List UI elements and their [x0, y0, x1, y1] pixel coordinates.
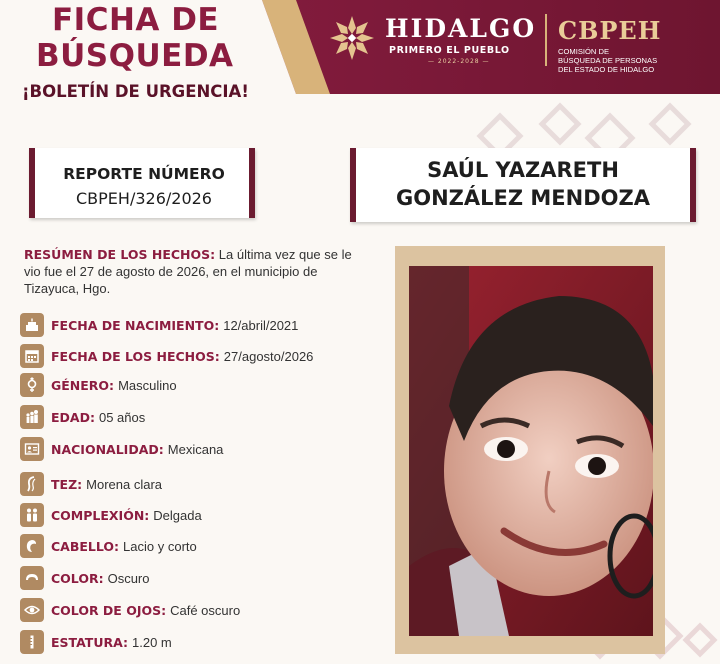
agency-full-name: COMISIÓN DE BÚSQUEDA DE PERSONAS DEL ESTADO DE HIDALGO [558, 47, 658, 74]
height-icon [20, 630, 44, 654]
hidalgo-star-logo-icon [328, 14, 376, 62]
person-name-line-1: SAÚL YAZARETH [427, 158, 619, 182]
id-card-icon [20, 437, 44, 461]
org-slogan: PRIMERO EL PUEBLO [389, 45, 510, 56]
title-line-2: BÚSQUEDA [36, 38, 234, 74]
hair-icon [20, 534, 44, 558]
photo-frame [395, 246, 665, 654]
field-hair-color: COLOR: Oscuro [20, 565, 149, 591]
field-hair: CABELLO: Lacio y corto [20, 533, 197, 559]
title-block [0, 0, 300, 112]
field-birthdate: FECHA DE NACIMIENTO: 12/abril/2021 [20, 312, 298, 338]
summary-text: La última vez que se le vio fue el 27 de agosto de 2026, en el municipio de Tizayuca, Hgo. [24, 247, 352, 296]
summary-label: RESÚMEN DE LOS HECHOS: [24, 247, 216, 262]
field-eye-color: COLOR DE OJOS: Café oscuro [20, 597, 240, 623]
urgency-banner: ¡BOLETÍN DE URGENCIA! [22, 82, 249, 101]
calendar-icon [20, 344, 44, 368]
field-incident-date: FECHA DE LOS HECHOS: 27/agosto/2026 [20, 343, 313, 369]
report-number-box [29, 148, 255, 218]
field-skin: TEZ: Morena clara [20, 471, 162, 497]
title-line-1: FICHA DE [52, 2, 220, 38]
person-name-box [350, 148, 696, 222]
field-build: COMPLEXIÓN: Delgada [20, 502, 202, 528]
field-height: ESTATURA: 1.20 m [20, 629, 172, 655]
age-icon [20, 405, 44, 429]
report-number: CBPEH/326/2026 [76, 189, 212, 208]
org-years: — 2022-2028 — [428, 58, 490, 65]
incident-summary [24, 246, 354, 297]
field-nationality: NACIONALIDAD: Mexicana [20, 436, 223, 462]
missing-person-photo [409, 266, 653, 636]
field-age: EDAD: 05 años [20, 404, 145, 430]
cake-icon [20, 313, 44, 337]
face-profile-icon [20, 472, 44, 496]
hair-color-icon [20, 566, 44, 590]
person-name-line-2: GONZÁLEZ MENDOZA [396, 186, 650, 210]
field-gender: GÉNERO: Masculino [20, 372, 177, 398]
org-name: HIDALGO [385, 14, 537, 43]
report-label: REPORTE NÚMERO [63, 165, 225, 183]
agency-acronym: CBPEH [558, 16, 662, 45]
body-icon [20, 503, 44, 527]
eye-icon [20, 598, 44, 622]
gender-icon [20, 373, 44, 397]
logo-separator [545, 14, 547, 66]
